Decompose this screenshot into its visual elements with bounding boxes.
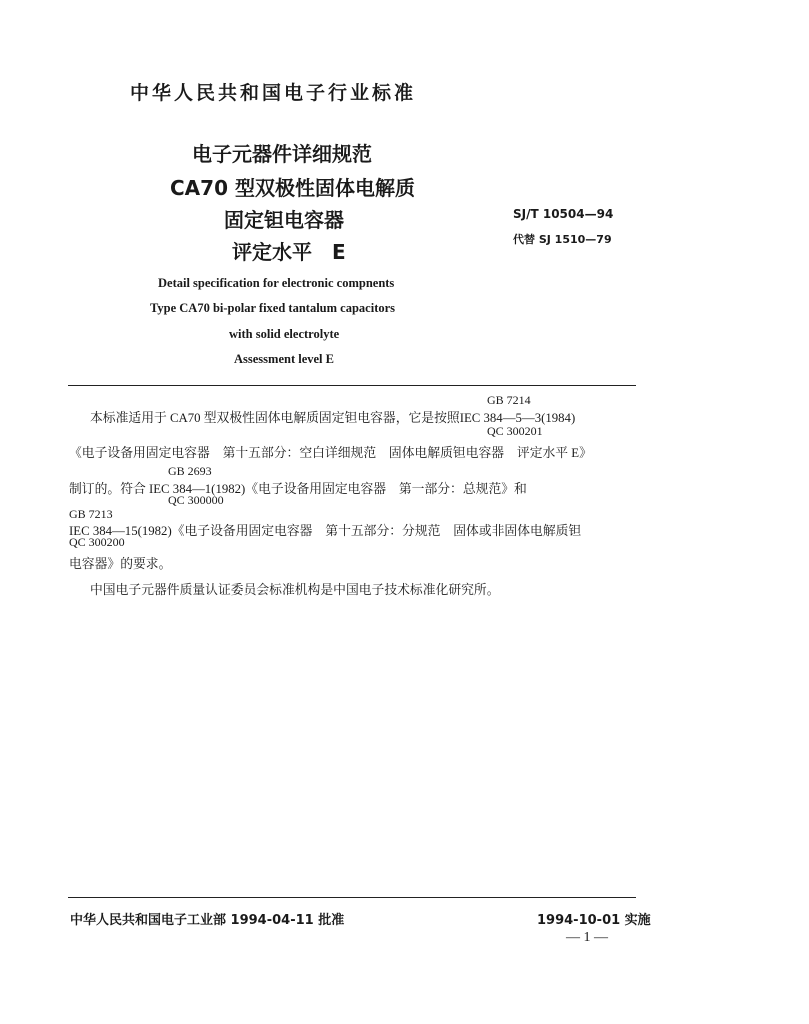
english-title-line-4: Assessment level E	[234, 352, 334, 366]
paragraph-3-line-1: IEC 384—15(1982)《电子设备用固定电容器 第十五部分：分规范 固体或非固体电解质钽	[69, 524, 582, 538]
chinese-title-line-1: 电子元器件详细规范	[192, 142, 372, 166]
reference-qc-300201: QC 300201	[487, 424, 543, 438]
paragraph-3-line-2: 电容器》的要求。	[69, 557, 172, 571]
top-divider	[68, 385, 636, 386]
bottom-divider	[68, 897, 636, 898]
paragraph-1-line-2: 《电子设备用固定电容器 第十五部分：空白详细规范 固体电解质钽电容器 评定水平 E》	[69, 446, 592, 460]
english-title-line-3: with solid electrolyte	[229, 327, 340, 341]
reference-qc-300000: QC 300000	[168, 493, 224, 507]
reference-gb-7213: GB 7213	[69, 507, 113, 521]
reference-qc-300200: QC 300200	[69, 535, 125, 549]
issuing-organization: 中华人民共和国电子行业标准	[130, 82, 417, 104]
reference-gb-2693: GB 2693	[168, 464, 212, 478]
english-title-line-2: Type CA70 bi-polar fixed tantalum capacitors	[150, 301, 396, 315]
page-number: — 1 —	[566, 930, 608, 945]
reference-gb-7214: GB 7214	[487, 393, 531, 407]
paragraph-4: 中国电子元器件质量认证委员会标准机构是中国电子技术标准化研究所。	[90, 583, 500, 597]
replaces-standard: 代替 SJ 1510—79	[513, 233, 612, 246]
approval-statement: 中华人民共和国电子工业部 1994-04-11 批准	[70, 913, 345, 928]
standard-number: SJ/T 10504—94	[513, 207, 614, 221]
chinese-title-line-3: 固定钽电容器	[224, 208, 344, 232]
english-title-line-1: Detail specification for electronic compnents	[158, 276, 395, 290]
chinese-title-line-2: CA70 型双极性固体电解质	[170, 176, 415, 200]
paragraph-1-line-1: 本标准适用于 CA70 型双极性固体电解质固定钽电容器，它是按照IEC 384—5—3(1984)	[90, 411, 576, 425]
paragraph-2-line-1: 制订的。符合 IEC 384—1(1982)《电子设备用固定电容器 第一部分：总规范》和	[69, 482, 527, 496]
effective-date: 1994-10-01 实施	[537, 913, 651, 928]
chinese-title-line-4: 评定水平 E	[232, 240, 346, 264]
